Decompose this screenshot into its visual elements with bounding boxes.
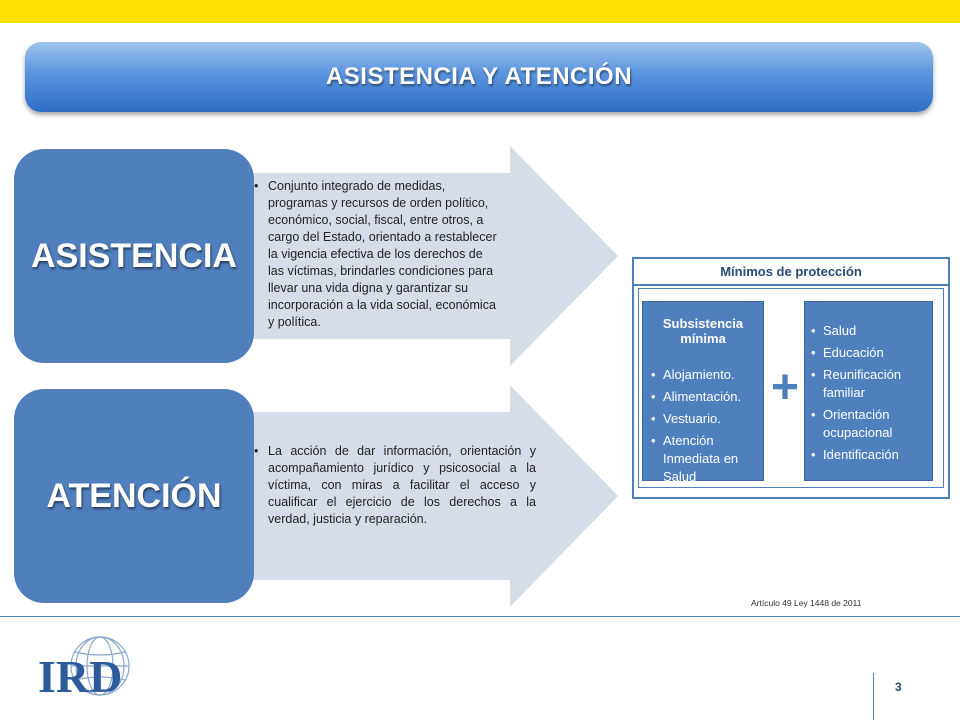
otros-minimos-box xyxy=(804,301,933,481)
asistencia-line: llevar una vida digna y garantizar su xyxy=(268,281,469,295)
subsistencia-title: Subsistencia mínima xyxy=(662,316,744,346)
list-item: • Alojamiento. xyxy=(651,366,763,384)
asistencia-line: y política. xyxy=(268,315,321,329)
subsistencia-box xyxy=(642,301,764,484)
source-citation: Artículo 49 Ley 1448 de 2011 xyxy=(751,598,862,608)
atencion-label: ATENCIÓN xyxy=(46,476,222,515)
ird-logo xyxy=(36,636,146,700)
page-title: ASISTENCIA Y ATENCIÓN xyxy=(325,63,633,90)
atencion-text: La acción de dar información, orientación y acompañamiento jurídico y psicosocial a la víctima, con miras a facilitar el acceso y cualificar el ejercicio de los derechos a la verdad, justicia y reparación. xyxy=(268,444,536,526)
asistencia-label-box xyxy=(14,149,254,363)
bullet-icon: • xyxy=(254,179,259,193)
asistencia-line: Conjunto integrado de medidas, xyxy=(268,179,446,193)
asistencia-line: la vigencia efectiva de los derechos de xyxy=(268,247,483,261)
asistencia-line: incorporación a la vida social, económica xyxy=(268,298,496,312)
list-item: • Orientación ocupacional xyxy=(811,406,932,442)
list-item: • Reunificación familiar xyxy=(811,366,932,402)
list-item: • Educación xyxy=(811,344,932,362)
minimos-panel xyxy=(632,257,950,499)
footer-divider xyxy=(0,616,960,617)
minimos-title: Mínimos de protección xyxy=(634,259,948,286)
list-item: • Identificación xyxy=(811,446,932,464)
asistencia-line: cargo del Estado, orientado a restablecer xyxy=(268,230,497,244)
footer-vertical-divider xyxy=(873,673,874,720)
list-item: • Vestuario. xyxy=(651,410,763,428)
otros-list xyxy=(805,322,932,464)
list-item: • Alimentación. xyxy=(651,388,763,406)
asistencia-line: las víctimas, brindarles condiciones para xyxy=(268,264,494,278)
list-item: • Salud xyxy=(811,322,932,340)
bullet-icon: • xyxy=(254,444,259,458)
list-item: • Atención Inmediata en Salud xyxy=(651,432,763,486)
page-number: 3 xyxy=(895,680,902,694)
plus-icon: + xyxy=(771,361,800,414)
asistencia-line: programas y recursos de orden político, xyxy=(268,196,489,210)
asistencia-line: económico, social, fiscal, entre otros, a xyxy=(268,213,484,227)
subsistencia-list xyxy=(643,366,763,486)
logo-text: IRD xyxy=(38,651,123,700)
asistencia-label: ASISTENCIA xyxy=(31,236,237,275)
asistencia-description xyxy=(254,178,540,331)
atencion-label-box xyxy=(14,389,254,603)
atencion-description xyxy=(254,443,536,528)
